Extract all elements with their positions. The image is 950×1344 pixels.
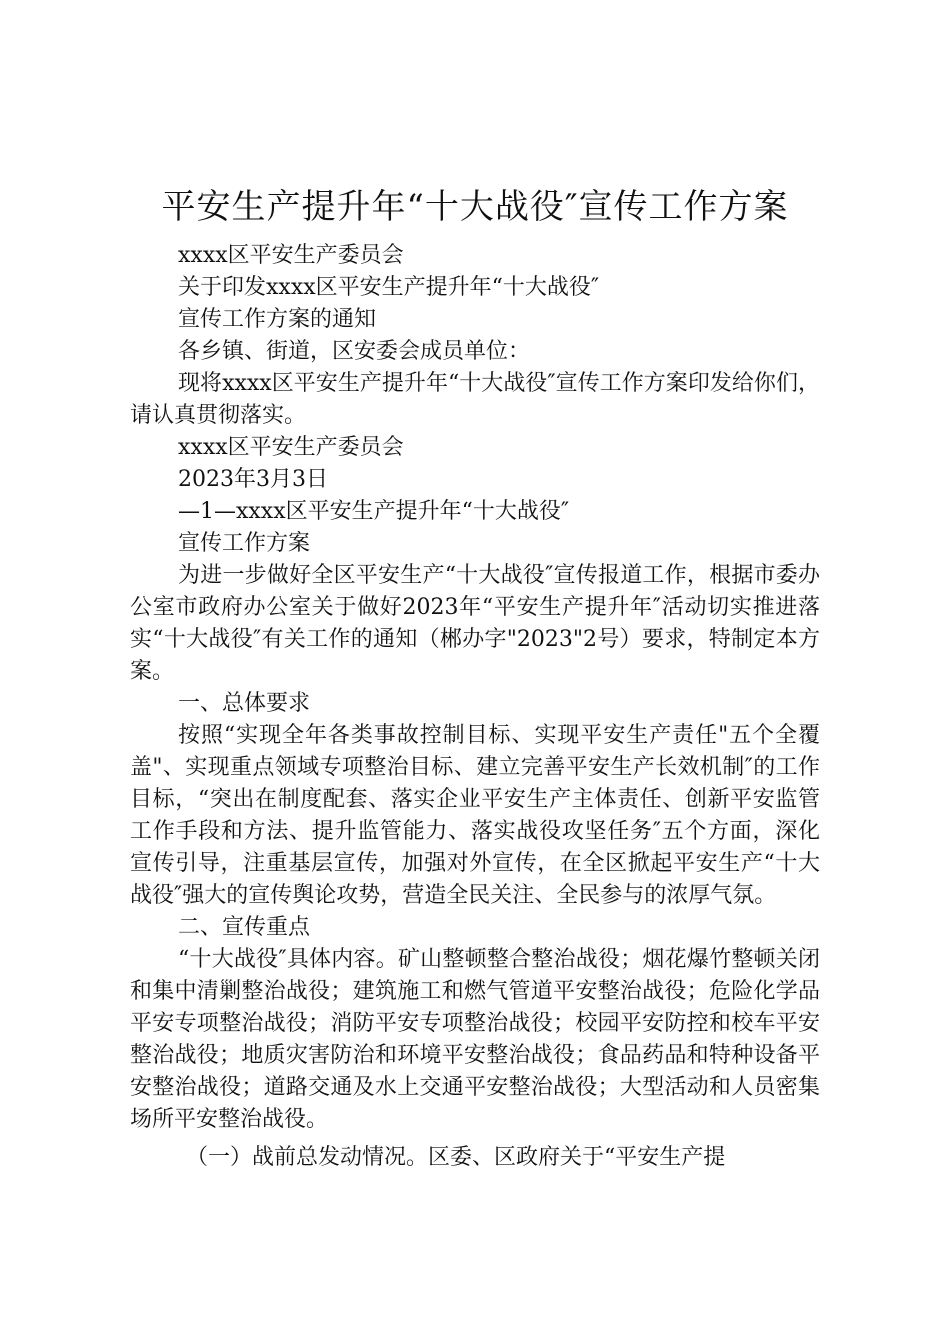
ten-campaigns-paragraph: “十大战役″具体内容。矿山整顿整合整治战役；烟花爆竹整顿关闭和集中清剿整治战役；建筑施工和燃气管道平安整治战役；危险化学品平安专项整治战役；消防平安专项整治战役；校园平安防控和校车平安整治战役；地质灾害防治和环境平安整治战役；食品药品和特种设备平安整治战役；道路交通及水上交通平安整治战役；大型活动和人员密集场所平安整治战役。 xyxy=(130,947,820,1132)
signature-date: 2023年3月3日 xyxy=(178,467,328,492)
attachment-heading-line-1: —1—xxxx区平安生产提升年“十大战役″ xyxy=(178,499,570,524)
notice-body: 现将xxxx区平安生产提升年“十大战役″宣传工作方案印发给你们，请认真贯彻落实。 xyxy=(130,371,820,428)
document-page xyxy=(130,180,820,1174)
notice-title-line-1: 关于印发xxxx区平安生产提升年“十大战役″ xyxy=(178,275,600,300)
issuer-line: xxxx区平安生产委员会 xyxy=(178,243,404,268)
subsection-pre-campaign: （一）战前总发动情况。区委、区政府关于“平安生产提 xyxy=(186,1145,726,1170)
document-title: 平安生产提升年“十大战役″宣传工作方案 xyxy=(161,187,789,227)
signature-issuer: xxxx区平安生产委员会 xyxy=(178,435,404,460)
intro-paragraph: 为进一步做好全区平安生产“十大战役″宣传报道工作，根据市委办公室市政府办公室关于做好2023年“平安生产提升年″活动切实推进落实“十大战役″有关工作的通知（郴办字"2023"2号）要求，特制定本方案。 xyxy=(130,563,820,684)
notice-title-line-2: 宣传工作方案的通知 xyxy=(178,307,377,332)
addressee-line: 各乡镇、街道，区安委会成员单位： xyxy=(178,339,531,364)
overall-requirements-paragraph: 按照“实现全年各类事故控制目标、实现平安生产责任"五个全覆盖"、实现重点领域专项整治目标、建立完善平安生产长效机制″的工作目标，“突出在制度配套、落实企业平安生产主体责任、创新平安监管工作手段和方法、提升监管能力、落实战役攻坚任务″五个方面，深化宣传引导，注重基层宣传，加强对外宣传，在全区掀起平安生产“十大战役″强大的宣传舆论攻势，营造全民关注、全民参与的浓厚气氛。 xyxy=(130,723,820,908)
attachment-heading-line-2: 宣传工作方案 xyxy=(178,531,311,556)
section-heading-publicity-focus: 二、宣传重点 xyxy=(178,915,311,940)
section-heading-overall-requirements: 一、总体要求 xyxy=(178,691,311,716)
